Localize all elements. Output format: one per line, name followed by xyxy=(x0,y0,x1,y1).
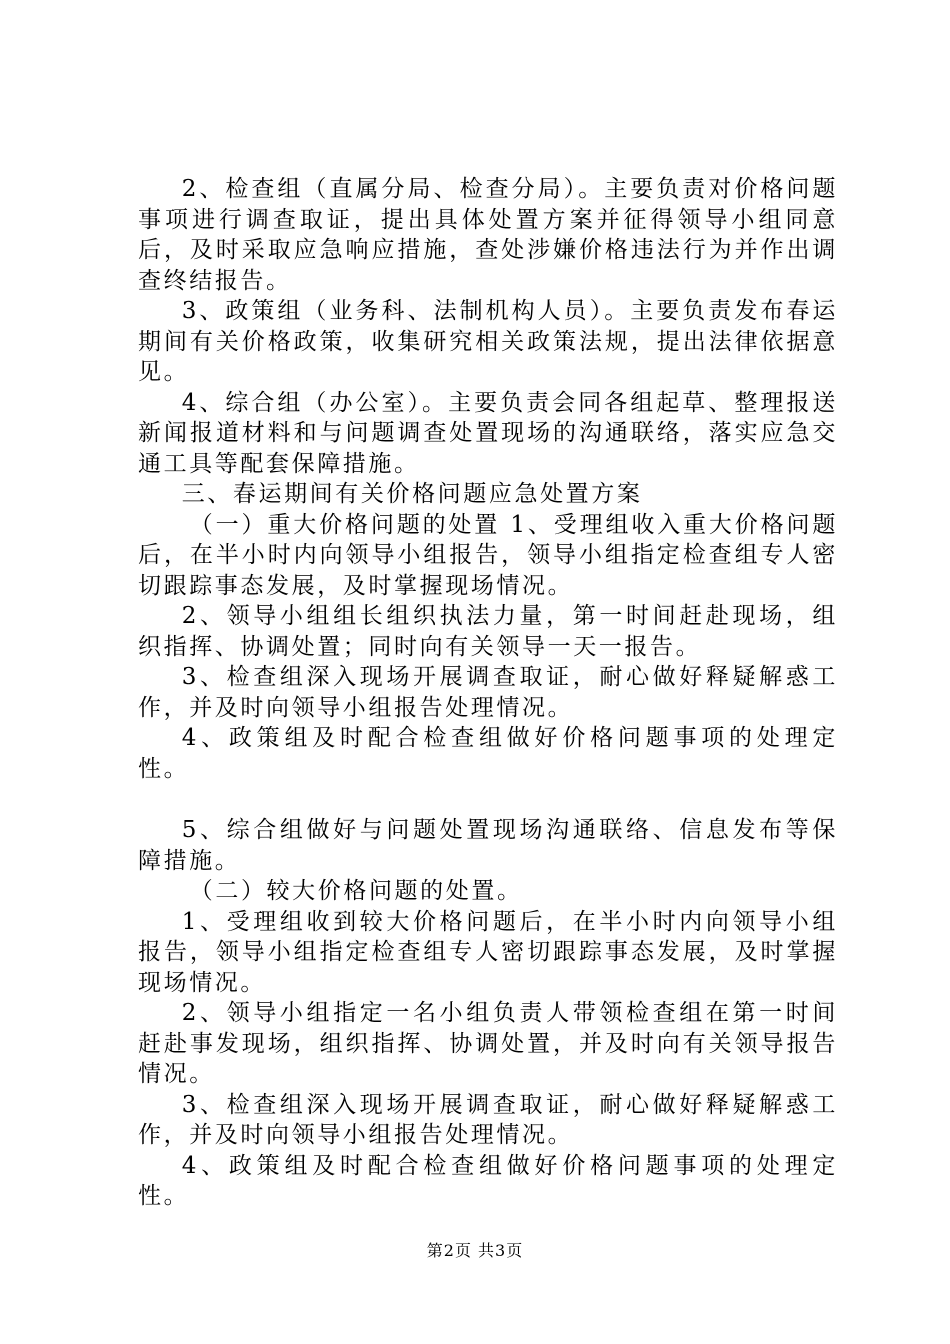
paragraph-larger-issue-4: 4、政策组及时配合检查组做好价格问题事项的处理定性。 xyxy=(138,1152,838,1209)
paragraph-major-issue-3: 3、检查组深入现场开展调查取证，耐心做好释疑解惑工作，并及时向领导小组报告处理情况。 xyxy=(138,664,838,721)
paragraph-policy-group: 3、政策组（业务科、法制机构人员）。主要负责发布春运期间有关价格政策，收集研究相关政策法规，提出法律依据意见。 xyxy=(138,298,838,385)
paragraph-larger-issue-2: 2、领导小组指定一名小组负责人带领检查组在第一时间赶赴事发现场，组织指挥、协调处置，并及时向有关领导报告情况。 xyxy=(138,1000,838,1087)
paragraph-major-issue-2: 2、领导小组组长组织执法力量，第一时间赶赴现场，组织指挥、协调处置；同时向有关领导一天一报告。 xyxy=(138,603,838,660)
document-body xyxy=(138,174,838,1212)
paragraph-larger-issue-3: 3、检查组深入现场开展调查取证，耐心做好释疑解惑工作，并及时向领导小组报告处理情况。 xyxy=(138,1091,838,1148)
paragraph-major-issue-1: （一）重大价格问题的处置 1、受理组收入重大价格问题后，在半小时内向领导小组报告，领导小组指定检查组专人密切跟踪事态发展，及时掌握现场情况。 xyxy=(138,511,838,599)
paragraph-inspection-group: 2、检查组（直属分局、检查分局）。主要负责对价格问题事项进行调查取证，提出具体处置方案并征得领导小组同意后，及时采取应急响应措施，查处涉嫌价格违法行为并作出调查终结报告。 xyxy=(138,176,838,294)
paragraph-major-issue-5: 5、综合组做好与问题处置现场沟通联络、信息发布等保障措施。 xyxy=(138,817,838,874)
section-heading-emergency-plan: 三、春运期间有关价格问题应急处置方案 xyxy=(181,481,643,507)
subheading-larger-issue: （二）较大价格问题的处置。 xyxy=(189,878,523,904)
paragraph-larger-issue-1: 1、受理组收到较大价格问题后，在半小时内向领导小组报告，领导小组指定检查组专人密切跟踪事态发展，及时掌握现场情况。 xyxy=(138,908,838,996)
page-number-footer: 第2页 共3页 xyxy=(426,1241,524,1260)
paragraph-general-group: 4、综合组（办公室）。主要负责会同各组起草、整理报送新闻报道材料和与问题调查处置现场的沟通联络，落实应急交通工具等配套保障措施。 xyxy=(138,389,838,477)
paragraph-major-issue-4: 4、政策组及时配合检查组做好价格问题事项的处理定性。 xyxy=(138,725,838,782)
